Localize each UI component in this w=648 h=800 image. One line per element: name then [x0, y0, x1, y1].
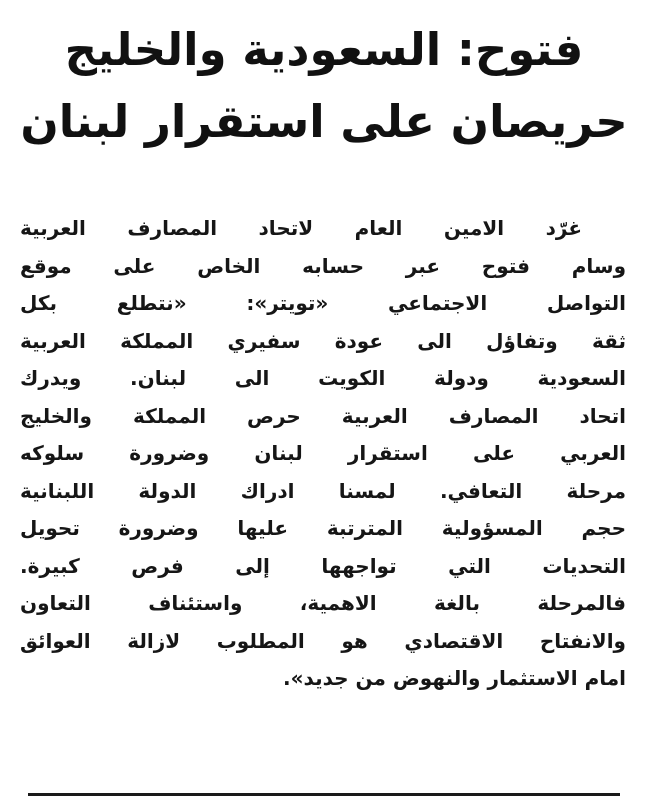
- body-line: السعودية ودولة الكويت الى لبنان. ويدرك: [20, 366, 626, 390]
- body-line: والانفتاح الاقتصادي هو المطلوب لازالة العوائق: [20, 628, 626, 653]
- body-line: اتحاد المصارف العربية حرص المملكة والخليج: [20, 403, 626, 428]
- body-line: فالمرحلة بالغة الاهمية، واستئناف التعاون: [20, 591, 626, 615]
- body-line: وسام فتوح عبر حسابه الخاص على موقع: [20, 253, 626, 278]
- body-line: التحديات التي تواجهها إلى فرص كبيرة.: [20, 553, 626, 578]
- headline: [20, 14, 628, 158]
- body-line: مرحلة التعافي. لمسنا ادراك الدولة اللبنانية: [20, 478, 626, 503]
- body-line: امام الاستثمار والنهوض من جديد».: [283, 666, 626, 690]
- bottom-divider: [28, 793, 620, 796]
- headline-line-1: فتوح: السعودية والخليج: [64, 23, 584, 76]
- body-line: حجم المسؤولية المترتبة عليها وضرورة تحويل: [20, 516, 626, 540]
- headline-line-2: حريصان على استقرار لبنان: [20, 95, 628, 148]
- body-line: التواصل الاجتماعي «تويتر»: «نتطلع بكل: [20, 291, 626, 315]
- article-body: [20, 210, 626, 698]
- body-line: غرّد الامين العام لاتحاد المصارف العربية: [20, 216, 582, 240]
- body-line: العربي على استقرار لبنان وضرورة سلوكه: [20, 441, 626, 465]
- body-line: ثقة وتفاؤل الى عودة سفيري المملكة العربية: [20, 328, 626, 353]
